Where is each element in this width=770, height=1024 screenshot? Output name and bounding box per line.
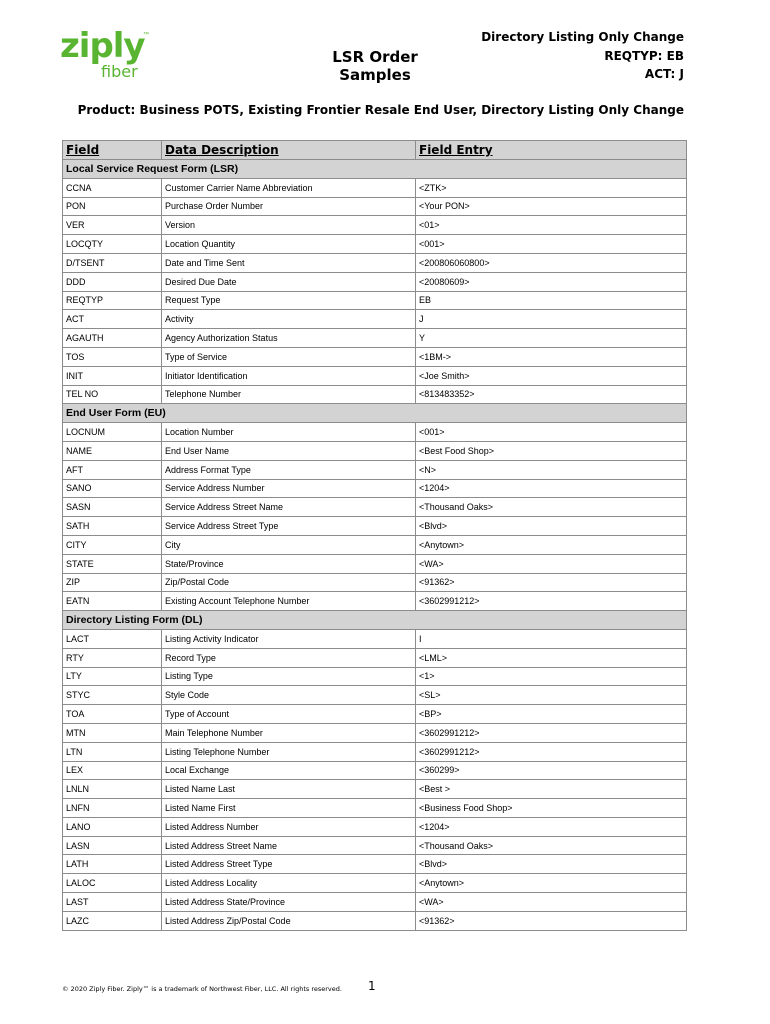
field-code-cell: SATH (63, 517, 162, 536)
table-row (63, 723, 687, 742)
field-entry-cell: <Business Food Shop> (416, 799, 687, 818)
table-row (63, 385, 687, 404)
field-description-cell: Listing Activity Indicator (162, 629, 416, 648)
field-entry-cell: EB (416, 291, 687, 310)
field-entry-cell: <WA> (416, 554, 687, 573)
field-code-cell: TOS (63, 347, 162, 366)
field-description-cell: State/Province (162, 554, 416, 573)
column-header-description: Data Description (162, 141, 416, 160)
field-code-cell: EATN (63, 592, 162, 611)
field-entry-cell: <LML> (416, 648, 687, 667)
section-title: End User Form (EU) (63, 404, 687, 423)
table-row (63, 178, 687, 197)
field-entry-cell: <Joe Smith> (416, 366, 687, 385)
field-code-cell: LACT (63, 629, 162, 648)
table-row (63, 893, 687, 912)
field-code-cell: LEX (63, 761, 162, 780)
table-row (63, 705, 687, 724)
field-description-cell: Address Format Type (162, 460, 416, 479)
field-description-cell: Listed Address Zip/Postal Code (162, 911, 416, 930)
ziply-fiber-logo (60, 26, 150, 81)
field-code-cell: LTY (63, 667, 162, 686)
field-code-cell: LANO (63, 817, 162, 836)
table-row (63, 235, 687, 254)
table-row (63, 366, 687, 385)
table-row (63, 479, 687, 498)
field-entry-cell: <3602991212> (416, 592, 687, 611)
section-title: Local Service Request Form (LSR) (63, 160, 687, 179)
field-description-cell: Request Type (162, 291, 416, 310)
field-description-cell: Listed Address Number (162, 817, 416, 836)
field-description-cell: Agency Authorization Status (162, 329, 416, 348)
field-entry-cell: <360299> (416, 761, 687, 780)
field-entry-cell: Y (416, 329, 687, 348)
field-entry-cell: <Anytown> (416, 535, 687, 554)
field-entry-cell: <N> (416, 460, 687, 479)
field-code-cell: LAST (63, 893, 162, 912)
field-code-cell: RTY (63, 648, 162, 667)
field-code-cell: STATE (63, 554, 162, 573)
field-code-cell: LOCNUM (63, 423, 162, 442)
table-row (63, 347, 687, 366)
product-line: Product: Business POTS, Existing Frontier Resale End User, Directory Listing Only Change (77, 103, 684, 117)
field-description-cell: Listing Telephone Number (162, 742, 416, 761)
field-entry-cell: <1204> (416, 817, 687, 836)
field-code-cell: PON (63, 197, 162, 216)
field-entry-cell: <20080609> (416, 272, 687, 291)
field-code-cell: SASN (63, 498, 162, 517)
field-code-cell: CITY (63, 535, 162, 554)
field-code-cell: LALOC (63, 874, 162, 893)
table-row (63, 291, 687, 310)
field-code-cell: INIT (63, 366, 162, 385)
page-number: 1 (368, 979, 376, 993)
field-entry-cell: <SL> (416, 686, 687, 705)
field-code-cell: LASN (63, 836, 162, 855)
logo-wordmark: ziply (60, 26, 145, 66)
field-entry-cell: <Thousand Oaks> (416, 836, 687, 855)
table-row (63, 648, 687, 667)
field-entry-cell: <Blvd> (416, 517, 687, 536)
field-entry-cell: <BP> (416, 705, 687, 724)
field-entry-cell: <Thousand Oaks> (416, 498, 687, 517)
field-entry-cell: <001> (416, 235, 687, 254)
field-description-cell: Service Address Street Name (162, 498, 416, 517)
field-code-cell: ZIP (63, 573, 162, 592)
field-description-cell: End User Name (162, 441, 416, 460)
field-entry-cell: I (416, 629, 687, 648)
table-row (63, 780, 687, 799)
field-description-cell: Listed Name Last (162, 780, 416, 799)
field-entry-cell: <91362> (416, 573, 687, 592)
field-description-cell: Type of Account (162, 705, 416, 724)
field-description-cell: Local Exchange (162, 761, 416, 780)
table-row (63, 310, 687, 329)
field-entry-cell: <91362> (416, 911, 687, 930)
field-description-cell: Listing Type (162, 667, 416, 686)
field-description-cell: Desired Due Date (162, 272, 416, 291)
table-row (63, 573, 687, 592)
lsr-fields-table (62, 140, 687, 931)
field-code-cell: LOCQTY (63, 235, 162, 254)
section-header-row (63, 404, 687, 423)
field-code-cell: TOA (63, 705, 162, 724)
field-entry-cell: <813483352> (416, 385, 687, 404)
field-code-cell: VER (63, 216, 162, 235)
field-code-cell: LNLN (63, 780, 162, 799)
field-entry-cell: <1> (416, 667, 687, 686)
field-description-cell: Listed Address Street Type (162, 855, 416, 874)
table-header-row (63, 141, 687, 160)
table-row (63, 441, 687, 460)
table-row (63, 423, 687, 442)
reqtyp-line: REQTYP: EB (604, 48, 684, 63)
table-row (63, 817, 687, 836)
field-entry-cell: J (416, 310, 687, 329)
table-row (63, 911, 687, 930)
field-entry-cell: <1204> (416, 479, 687, 498)
table-row (63, 498, 687, 517)
field-entry-cell: <001> (416, 423, 687, 442)
table-row (63, 460, 687, 479)
field-description-cell: Service Address Number (162, 479, 416, 498)
field-description-cell: Location Quantity (162, 235, 416, 254)
field-code-cell: SANO (63, 479, 162, 498)
field-description-cell: Style Code (162, 686, 416, 705)
column-header-entry: Field Entry (416, 141, 687, 160)
field-description-cell: Initiator Identification (162, 366, 416, 385)
column-header-field: Field (63, 141, 162, 160)
field-code-cell: CCNA (63, 178, 162, 197)
field-description-cell: Activity (162, 310, 416, 329)
order-type-line: Directory Listing Only Change (481, 30, 684, 44)
field-description-cell: Main Telephone Number (162, 723, 416, 742)
section-title: Directory Listing Form (DL) (63, 611, 687, 630)
act-line: ACT: J (644, 67, 684, 81)
field-description-cell: Telephone Number (162, 385, 416, 404)
field-entry-cell: <Best Food Shop> (416, 441, 687, 460)
table-row (63, 517, 687, 536)
field-description-cell: Listed Name First (162, 799, 416, 818)
table-row (63, 686, 687, 705)
field-description-cell: Purchase Order Number (162, 197, 416, 216)
field-entry-cell: <200806060800> (416, 253, 687, 272)
section-header-row (63, 611, 687, 630)
table-row (63, 799, 687, 818)
field-code-cell: LTN (63, 742, 162, 761)
table-row (63, 197, 687, 216)
table-row (63, 272, 687, 291)
table-row (63, 742, 687, 761)
table-row (63, 216, 687, 235)
field-entry-cell: <ZTK> (416, 178, 687, 197)
field-entry-cell: <Blvd> (416, 855, 687, 874)
field-code-cell: NAME (63, 441, 162, 460)
field-description-cell: Listed Address State/Province (162, 893, 416, 912)
field-description-cell: Listed Address Street Name (162, 836, 416, 855)
field-code-cell: LAZC (63, 911, 162, 930)
table-row (63, 535, 687, 554)
table-row (63, 761, 687, 780)
table-row (63, 629, 687, 648)
field-entry-cell: <3602991212> (416, 723, 687, 742)
field-description-cell: Type of Service (162, 347, 416, 366)
field-code-cell: LATH (63, 855, 162, 874)
field-code-cell: AGAUTH (63, 329, 162, 348)
logo-trademark: ™ (143, 32, 149, 38)
field-description-cell: Existing Account Telephone Number (162, 592, 416, 611)
field-entry-cell: <3602991212> (416, 742, 687, 761)
field-entry-cell: <Your PON> (416, 197, 687, 216)
field-code-cell: AFT (63, 460, 162, 479)
field-code-cell: DDD (63, 272, 162, 291)
field-code-cell: D/TSENT (63, 253, 162, 272)
field-description-cell: Location Number (162, 423, 416, 442)
field-description-cell: Customer Carrier Name Abbreviation (162, 178, 416, 197)
field-description-cell: City (162, 535, 416, 554)
field-entry-cell: <Anytown> (416, 874, 687, 893)
field-description-cell: Listed Address Locality (162, 874, 416, 893)
table-row (63, 253, 687, 272)
field-entry-cell: <01> (416, 216, 687, 235)
table-row (63, 855, 687, 874)
table-row (63, 874, 687, 893)
page-title: LSR Order Samples (332, 48, 418, 84)
field-description-cell: Record Type (162, 648, 416, 667)
logo-subtitle: fiber (101, 62, 138, 81)
field-code-cell: LNFN (63, 799, 162, 818)
field-code-cell: ACT (63, 310, 162, 329)
field-entry-cell: <Best > (416, 780, 687, 799)
section-header-row (63, 160, 687, 179)
table-row (63, 554, 687, 573)
order-type-header (481, 28, 684, 84)
table-row (63, 329, 687, 348)
table-row (63, 836, 687, 855)
field-entry-cell: <1BM-> (416, 347, 687, 366)
table-row (63, 592, 687, 611)
field-code-cell: REQTYP (63, 291, 162, 310)
footer-copyright: © 2020 Ziply Fiber. Ziply™ is a trademark of Northwest Fiber, LLC. All rights reserved. (62, 985, 342, 993)
field-description-cell: Service Address Street Type (162, 517, 416, 536)
field-description-cell: Zip/Postal Code (162, 573, 416, 592)
field-code-cell: STYC (63, 686, 162, 705)
field-description-cell: Date and Time Sent (162, 253, 416, 272)
table-row (63, 667, 687, 686)
field-description-cell: Version (162, 216, 416, 235)
field-code-cell: MTN (63, 723, 162, 742)
field-entry-cell: <WA> (416, 893, 687, 912)
field-code-cell: TEL NO (63, 385, 162, 404)
